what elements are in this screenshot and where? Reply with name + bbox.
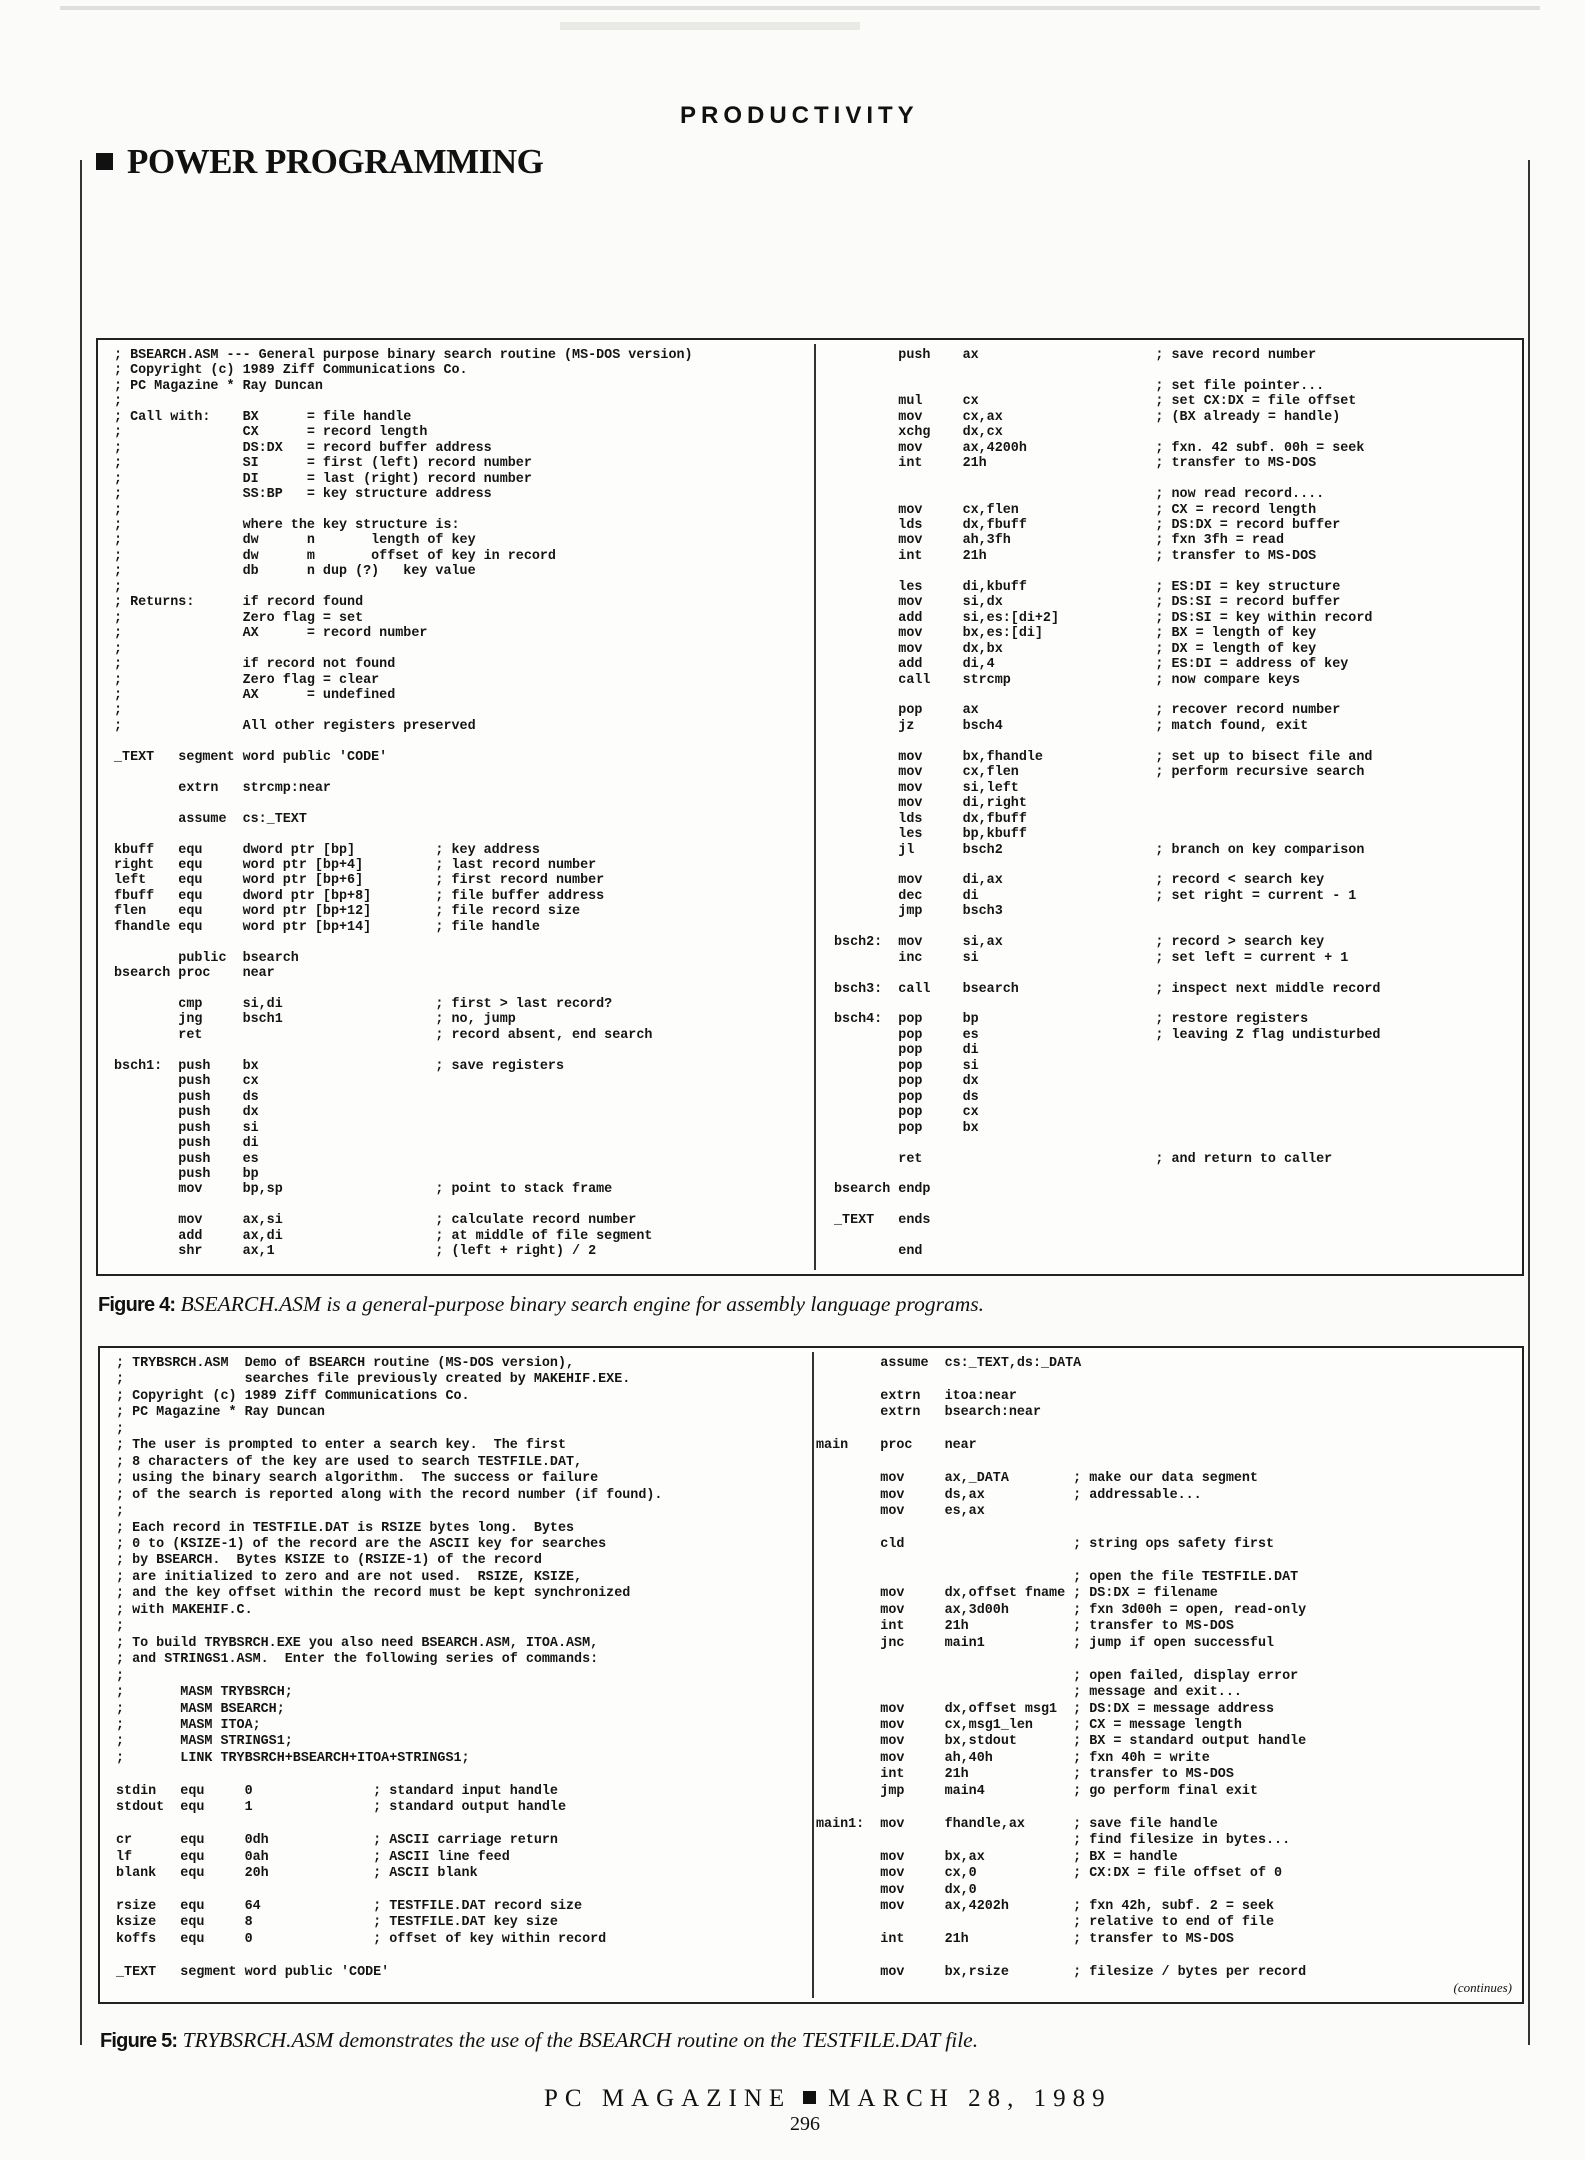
heading-bullet-icon — [96, 153, 113, 170]
magazine-footer — [544, 2085, 1112, 2113]
figure4-caption-text: BSEARCH.ASM is a general-purpose binary search engine for assembly language programs. — [175, 1292, 985, 1316]
issue-date: MARCH 28, 1989 — [828, 2085, 1112, 2112]
figure5-caption — [100, 2028, 978, 2053]
figure4-code-box — [96, 338, 1524, 1276]
footer-bullet-icon — [803, 2091, 816, 2104]
figure5-code-right: assume cs:_TEXT,ds:_DATA extrn itoa:near extrn bsearch:near main proc near mov ax,_DATA ; make our data segment mov ds,ax ; addressable... mov es,ax cld ; string ops safety first ; open the file TESTFILE.DAT mov dx,offset fname ; DS:DX = filename mov ax,3d00h ; fxn 3d00h = open, read-only int 21h ; transfer to MS-DOS jnc main1 ; jump if open successful ; open failed, display error ; message and exit... mov dx,offset msg1 ; DS:DX = message address mov cx,msg1_len ; CX = message length mov bx,stdout ; BX = standard output handle mov ah,40h ; fxn 40h = write int 21h ; transfer to MS-DOS jmp main4 ; go perform final exit main1: mov fhandle,ax ; save file handle ; find filesize in bytes... mov bx,ax ; BX = handle mov cx,0 ; CX:DX = file offset of 0 mov dx,0 mov ax,4202h ; fxn 42h, subf. 2 = seek ; relative to end of file int 21h ; transfer to MS-DOS mov bx,rsize ; filesize / bytes per record — [816, 1356, 1307, 1980]
figure5-column-divider — [812, 1352, 814, 1998]
figure5-caption-text: TRYBSRCH.ASM demonstrates the use of the BSEARCH routine on the TESTFILE.DAT file. — [177, 2028, 979, 2052]
figure4-caption-label: Figure 4: — [98, 1294, 176, 1316]
page-rule-right — [1528, 160, 1530, 2045]
figure4-code-right: push ax ; save record number ; set file pointer... mul cx ; set CX:DX = file offset mov cx,ax ; (BX already = handle) xchg dx,cx mov ax,4200h ; fxn. 42 subf. 00h = seek int 21h ; transfer to MS-DOS ; now read record.... mov cx,flen ; CX = record length lds dx,fbuff ; DS:DX = record buffer mov ah,3fh ; fxn 3fh = read int 21h ; transfer to MS-DOS les di,kbuff ; ES:DI = key structure mov si,dx ; DS:SI = record buffer add si,es:[di+2] ; DS:SI = key within record mov bx,es:[di] ; BX = length of key mov dx,bx ; DX = length of key add di,4 ; ES:DI = address of key call strcmp ; now compare keys pop ax ; recover record number jz bsch4 ; match found, exit mov bx,fhandle ; set up to bisect file and mov cx,flen ; perform recursive search mov si,left mov di,right lds dx,fbuff les bp,kbuff jl bsch2 ; branch on key comparison mov di,ax ; record < search key dec di ; set right = current - 1 jmp bsch3 bsch2: mov si,ax ; record > search key inc si ; set left = current + 1 bsch3: call bsearch ; inspect next middle record bsch4: pop bp ; restore registers pop es ; leaving Z flag undisturbed pop di pop si pop dx pop ds pop cx pop bx ret ; and return to caller bsearch endp _TEXT ends end — [834, 348, 1381, 1260]
page-rule-left — [80, 160, 82, 2045]
figure4-column-divider — [814, 344, 816, 1270]
page-heading — [96, 142, 543, 182]
page-title: POWER PROGRAMMING — [127, 142, 544, 181]
scan-noise — [560, 22, 860, 30]
figure4-caption — [98, 1292, 984, 1317]
magazine-name: PC MAGAZINE — [544, 2085, 792, 2112]
scan-noise — [60, 6, 1540, 10]
figure5-caption-label: Figure 5: — [100, 2030, 178, 2052]
section-label: PRODUCTIVITY — [680, 102, 919, 129]
figure4-code-left: ; BSEARCH.ASM --- General purpose binary search routine (MS-DOS version) ; Copyright (c) 1989 Ziff Communications Co. ; PC Magazine * Ray Duncan ; ; Call with: BX = file handle ; CX = record length ; DS:DX = record buffer address ; SI = first (left) record number ; DI = last (right) record number ; SS:BP = key structure address ; ; where the key structure is: ; dw n length of key ; dw m offset of key in record ; db n dup (?) key value ; ; Returns: if record found ; Zero flag = set ; AX = record number ; ; if record not found ; Zero flag = clear ; AX = undefined ; ; All other registers preserved _TEXT segment word public 'CODE' extrn strcmp:near assume cs:_TEXT kbuff equ dword ptr [bp] ; key address right equ word ptr [bp+4] ; last record number left equ word ptr [bp+6] ; first record number fbuff equ dword ptr [bp+8] ; file buffer address flen equ word ptr [bp+12] ; file record size fhandle equ word ptr [bp+14] ; file handle public bsearch bsearch proc near cmp si,di ; first > last record? jng bsch1 ; no, jump ret ; record absent, end search bsch1: push bx ; save registers push cx push ds push dx push si push di push es push bp mov bp,sp ; point to stack frame mov ax,si ; calculate record number add ax,di ; at middle of file segment shr ax,1 ; (left + right) / 2 — [114, 348, 693, 1260]
figure5-code-left: ; TRYBSRCH.ASM Demo of BSEARCH routine (MS-DOS version), ; searches file previously created by MAKEHIF.EXE. ; Copyright (c) 1989 Ziff Communications Co. ; PC Magazine * Ray Duncan ; ; The user is prompted to enter a search key. The first ; 8 characters of the key are used to search TESTFILE.DAT, ; using the binary search algorithm. The success or failure ; of the search is reported along with the record number (if found). ; ; Each record in TESTFILE.DAT is RSIZE bytes long. Bytes ; 0 to (KSIZE-1) of the record are the ASCII key for searches ; by BSEARCH. Bytes KSIZE to (RSIZE-1) of the record ; are initialized to zero and are not used. RSIZE, KSIZE, ; and the key offset within the record must be kept synchronized ; with MAKEHIF.C. ; ; To build TRYBSRCH.EXE you also need BSEARCH.ASM, ITOA.ASM, ; and STRINGS1.ASM. Enter the following series of commands: ; ; MASM TRYBSRCH; ; MASM BSEARCH; ; MASM ITOA; ; MASM STRINGS1; ; LINK TRYBSRCH+BSEARCH+ITOA+STRINGS1; stdin equ 0 ; standard input handle stdout equ 1 ; standard output handle cr equ 0dh ; ASCII carriage return lf equ 0ah ; ASCII line feed blank equ 20h ; ASCII blank rsize equ 64 ; TESTFILE.DAT record size ksize equ 8 ; TESTFILE.DAT key size koffs equ 0 ; offset of key within record _TEXT segment word public 'CODE' — [116, 1356, 663, 1980]
figure5-code-box — [98, 1346, 1524, 2004]
page-number: 296 — [790, 2113, 820, 2135]
continues-note: (continues) — [1453, 1980, 1512, 1995]
